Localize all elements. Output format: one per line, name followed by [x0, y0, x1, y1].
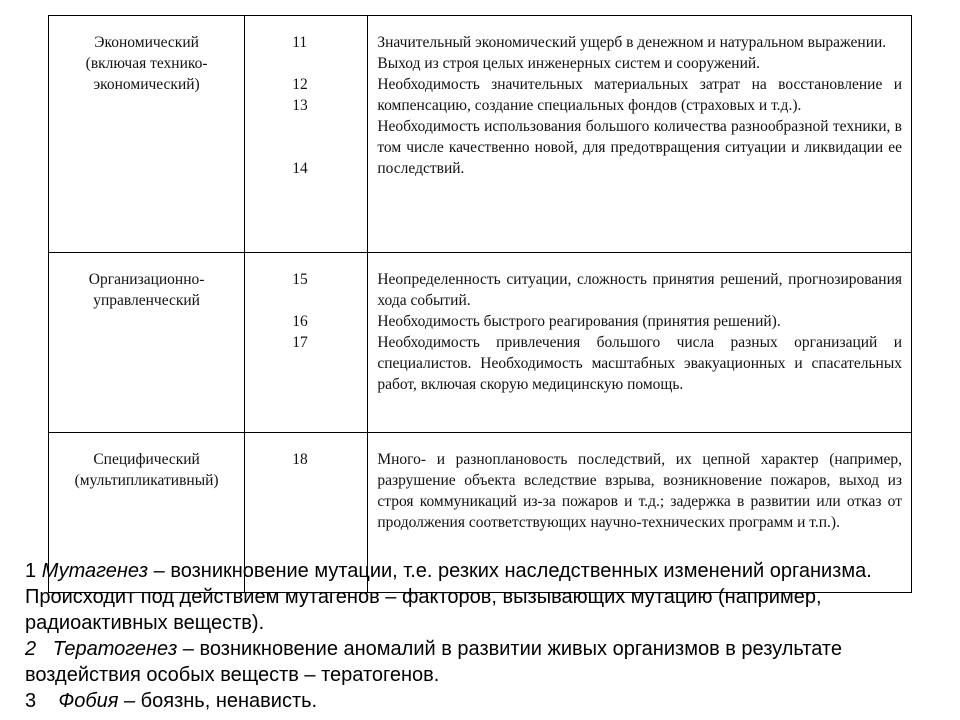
description-paragraph: Выход из строя целых инженерных систем и сооружений. — [377, 55, 761, 72]
item-number: 15 — [292, 271, 308, 288]
description-paragraph: Необходимость значительных материальных затрат на восстановление и компенсацию, создание специальных фондов (страховых и т.д.). — [377, 76, 902, 114]
footnote — [25, 688, 945, 714]
consequences-table — [48, 15, 912, 593]
description-paragraph: Необходимость быстрого реагирования (принятия решений). — [377, 313, 781, 330]
footnote-number: 3 — [25, 690, 37, 712]
description-paragraph: Много- и разноплановость последствий, их цепной характер (например, разрушение объекта вследствие взрыва, возникновение пожаров, выход из строя коммуникаций из-за пожаров и т.д.; задержка в развитии или отказ от продолжения соответствующих научно-технических программ и т.п.). — [377, 451, 902, 531]
footnote — [25, 558, 945, 636]
item-number: 14 — [292, 160, 308, 177]
category-cell — [49, 16, 245, 253]
footnote — [25, 636, 945, 688]
footnote-number: 2 — [25, 638, 37, 660]
table-row — [49, 16, 912, 253]
item-number: 13 — [292, 97, 308, 114]
description-paragraph: Необходимость привлечения большого числа разных организаций и специалистов. Необходимость масштабных эвакуационных и спасательных работ, включая скорую медицинскую помощь. — [377, 334, 902, 393]
category-line: Экономический — [94, 34, 199, 51]
footnote-term: Мутагенез — [41, 560, 149, 582]
description-paragraph: Неопределенность ситуации, сложность принятия решений, прогнозирования хода событий. — [377, 271, 902, 309]
footnotes — [25, 558, 945, 714]
number-cell — [245, 16, 368, 253]
item-number: 18 — [292, 451, 308, 468]
category-line: (мультипликативный) — [74, 472, 219, 489]
description-cell — [368, 253, 912, 433]
category-line: (включая технико- — [85, 55, 208, 72]
footnote-term: Тератогенез — [52, 638, 178, 660]
description-paragraph: Необходимость использования большого количества разнообразной техники, в том числе качественно новой, для предотвращения ситуации и ликвидации ее последствий. — [377, 118, 902, 177]
description-paragraph: Значительный экономический ущерб в денежном и натуральном выражении. — [377, 34, 887, 51]
category-line: управленческий — [93, 292, 200, 309]
category-line: экономический) — [93, 76, 200, 93]
footnote-term: Фобия — [58, 690, 119, 712]
category-line: Специфический — [93, 451, 200, 468]
number-cell — [245, 253, 368, 433]
footnote-definition: – возникновение мутации, т.е. резких наследственных изменений организма. Происходит под действием мутагенов – факторов, вызывающих мутацию (например, радиоактивных веществ). — [25, 560, 872, 634]
category-cell — [49, 253, 245, 433]
table-row — [49, 253, 912, 433]
footnote-definition: – возникновение аномалий в развитии живых организмов в результате воздействия особых веществ – тератогенов. — [25, 638, 842, 686]
item-number: 16 — [292, 313, 308, 330]
footnote-number: 1 — [25, 560, 37, 582]
category-line: Организационно- — [88, 271, 205, 288]
item-number: 12 — [292, 76, 308, 93]
description-cell — [368, 16, 912, 253]
footnote-definition: – боязнь, ненависть. — [118, 690, 318, 712]
item-number: 11 — [292, 34, 308, 51]
item-number: 17 — [292, 334, 308, 351]
